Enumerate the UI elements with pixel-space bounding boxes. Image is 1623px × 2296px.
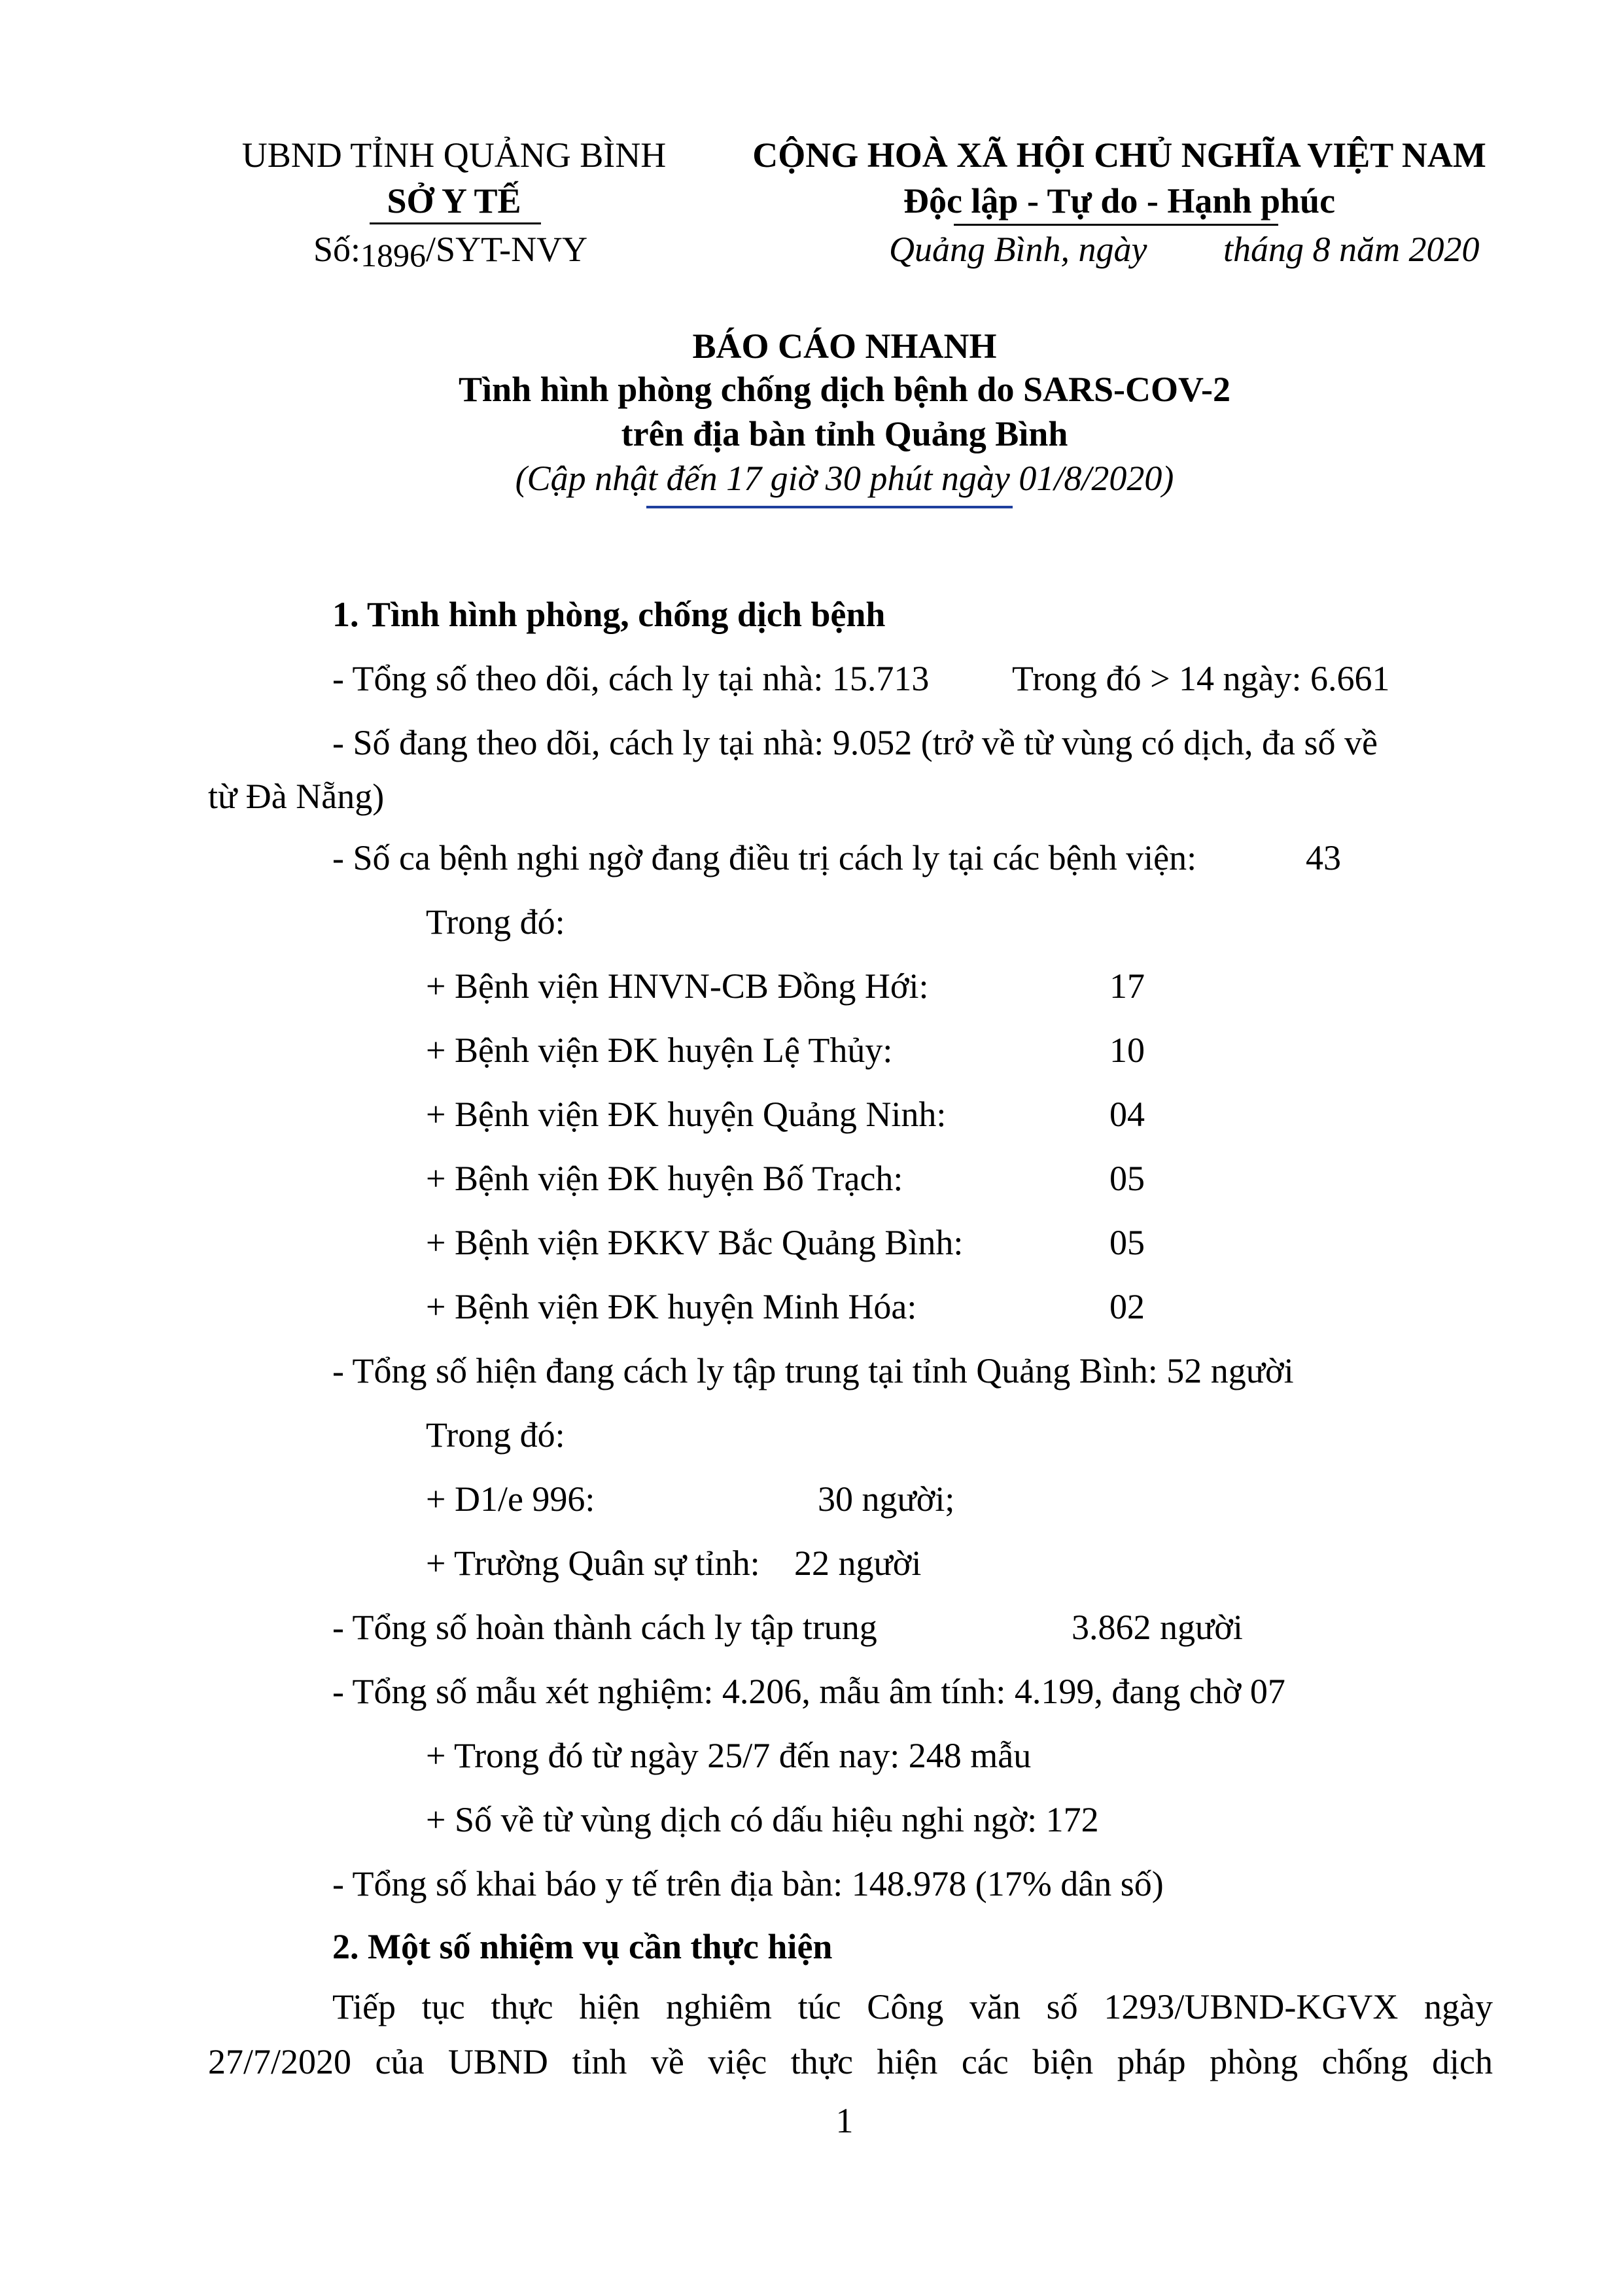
doc-number-suffix: /SYT-NVY [426, 230, 588, 269]
completed-quarantine-value: 3.862 người [1072, 1608, 1243, 1647]
hospital-count: 05 [1109, 1159, 1145, 1198]
home-monitoring-total: - Tổng số theo dõi, cách ly tại nhà: 15.713 [332, 659, 930, 698]
home-monitoring-over14: Trong đó > 14 ngày: 6.661 [1012, 659, 1390, 698]
place-date-prefix: Quảng Bình, ngày [889, 230, 1147, 269]
quarantine-site-count: 22 người [794, 1544, 922, 1583]
home-monitoring-current-line1: - Số đang theo dõi, cách ly tại nhà: 9.052 (trở về từ vùng có dịch, đa số về [332, 723, 1378, 762]
title-separator [646, 506, 1013, 508]
tests-suspect: + Số về từ vùng dịch có dấu hiệu nghi ngờ: 172 [426, 1800, 1099, 1839]
hospital-name: + Bệnh viện ĐK huyện Bố Trạch: [426, 1159, 903, 1198]
agency-underline [370, 222, 541, 224]
hospital-name: + Bệnh viện ĐK huyện Quảng Ninh: [426, 1095, 947, 1134]
place-date-suffix: tháng 8 năm 2020 [1223, 230, 1480, 269]
report-update-time: (Cập nhật đến 17 giờ 30 phút ngày 01/8/2020) [515, 459, 1174, 498]
quarantine-site-name: + Trường Quân sự tỉnh: [426, 1544, 760, 1583]
hospital-name: + Bệnh viện ĐKKV Bắc Quảng Bình: [426, 1223, 964, 1262]
quarantine-site-name: + D1/e 996: [426, 1479, 595, 1519]
of-which-label: Trong đó: [426, 902, 565, 942]
central-quarantine-total: - Tổng số hiện đang cách ly tập trung tại tỉnh Quảng Bình: 52 người [332, 1351, 1294, 1390]
agency-parent: UBND TỈNH QUẢNG BÌNH [241, 135, 667, 175]
motto-underline [954, 224, 1278, 226]
doc-number-value: 1896 [360, 237, 427, 274]
hospital-name: + Bệnh viện ĐK huyện Minh Hóa: [426, 1287, 917, 1326]
of-which-label-2: Trong đó: [426, 1415, 565, 1455]
suspect-cases-value: 43 [1306, 838, 1341, 877]
agency-name: SỞ Y TẾ [387, 181, 521, 221]
doc-number [313, 229, 588, 274]
health-declarations: - Tổng số khai báo y tế trên địa bàn: 148.978 (17% dân số) [332, 1864, 1164, 1903]
tests-since-25-7: + Trong đó từ ngày 25/7 đến nay: 248 mẫu [426, 1736, 1032, 1775]
report-subtitle-line1: Tình hình phòng chống dịch bệnh do SARS-COV-2 [459, 370, 1230, 409]
hospital-count: 10 [1109, 1031, 1145, 1070]
report-title: BÁO CÁO NHANH [692, 327, 997, 366]
section2-paragraph-line1: Tiếp tục thực hiện nghiêm túc Công văn số 1293/UBND-KGVX ngày [332, 1987, 1493, 2026]
tests-total: - Tổng số mẫu xét nghiệm: 4.206, mẫu âm tính: 4.199, đang chờ 07 [332, 1672, 1285, 1711]
hospital-count: 05 [1109, 1223, 1145, 1262]
hospital-count: 04 [1109, 1095, 1145, 1134]
home-monitoring-current-line2: từ Đà Nẵng) [208, 777, 385, 816]
section1-heading: 1. Tình hình phòng, chống dịch bệnh [332, 595, 886, 634]
hospital-name: + Bệnh viện HNVN-CB Đồng Hới: [426, 966, 929, 1006]
hospital-count: 02 [1109, 1287, 1145, 1326]
doc-number-label: Số: [313, 230, 361, 269]
hospital-count: 17 [1109, 966, 1145, 1006]
motto: Độc lập - Tự do - Hạnh phúc [903, 181, 1336, 221]
quarantine-site-count: 30 người; [818, 1479, 955, 1519]
completed-quarantine-label: - Tổng số hoàn thành cách ly tập trung [332, 1608, 877, 1647]
section2-paragraph-line2: 27/7/2020 của UBND tỉnh về việc thực hiện các biện pháp phòng chống dịch [208, 2042, 1493, 2081]
country-name: CỘNG HOÀ XÃ HỘI CHỦ NGHĨA VIỆT NAM [752, 135, 1486, 175]
hospital-name: + Bệnh viện ĐK huyện Lệ Thủy: [426, 1031, 893, 1070]
suspect-cases-label: - Số ca bệnh nghi ngờ đang điều trị cách ly tại các bệnh viện: [332, 838, 1197, 877]
report-subtitle-line2: trên địa bàn tỉnh Quảng Bình [621, 414, 1068, 453]
page-number: 1 [835, 2101, 854, 2140]
section2-heading: 2. Một số nhiệm vụ cần thực hiện [332, 1927, 833, 1966]
